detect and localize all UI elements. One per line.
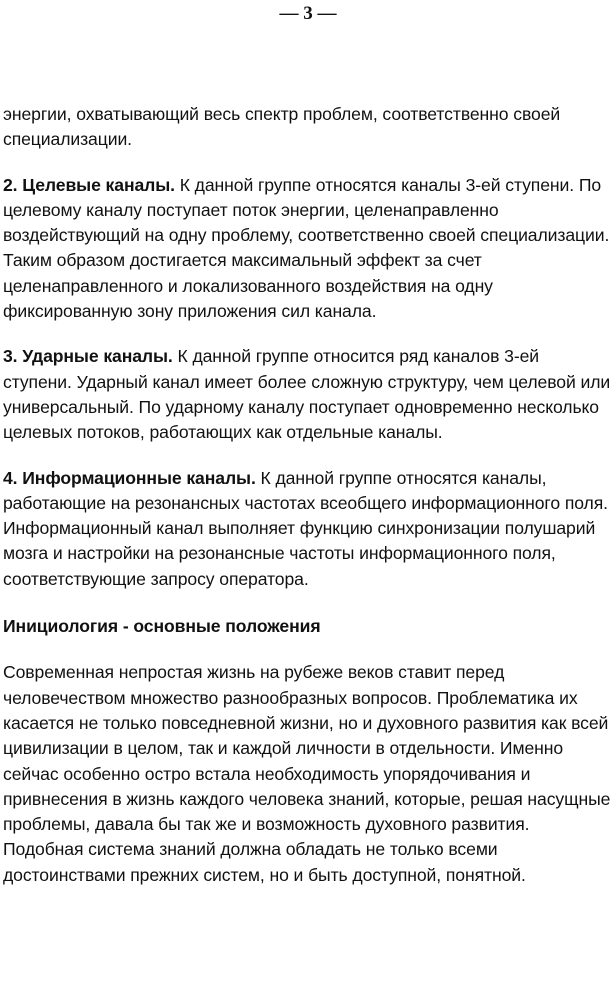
paragraph-strike-channels	[3, 344, 611, 445]
heading-strike-channels: 3. Ударные каналы.	[3, 346, 173, 367]
paragraph-information-channels	[3, 466, 611, 592]
text-information-channels: К данной группе относятся каналы, работающие на резонансных частотах всеобщего информационного поля. Информационный канал выполняет функцию синхронизации полушарий мозга и настройки на резонансные частоты информационного поля, соответствующие запросу оператора.	[3, 467, 608, 589]
text-target-channels: К данной группе относятся каналы 3-ей ступени. По целевому каналу поступает поток энергии, целенаправленно воздействующий на одну проблему, соответственно своей специализации. Таким образом достигается максимальный эффект за счет целенаправленного и локализованного воздействия на одну фиксированную зону приложения сил канала.	[3, 174, 610, 322]
section-heading: Инициология - основные положения	[3, 616, 321, 637]
paragraph-target-channels	[3, 173, 611, 325]
document-body	[3, 102, 611, 908]
paragraph-intro-continuation: энергии, охватывающий весь спектр проблем, соответственно своей специализации.	[3, 104, 561, 150]
text-strike-channels: К данной группе относится ряд каналов 3-ей ступени. Ударный канал имеет более сложную структуру, чем целевой или универсальный. По ударному каналу поступает одновременно несколько целевых потоков, работающих как отдельные каналы.	[3, 346, 611, 443]
paragraph-section-body: Современная непростая жизнь на рубеже веков ставит перед человечеством множество разнообразных вопросов. Проблематика их касается не только повседневной жизни, но и духовного развития как всей цивилизации в целом, так и каждой личности в отдельности. Именно сейчас особенно остро встала необходимость упорядочивания и привнесения в жизнь каждого человека знаний, которые, решая насущные проблемы, давала бы так же и возможность духовного развития. Подобная система знаний должна обладать не только всеми достоинствами прежних систем, но и быть доступной, понятной.	[3, 662, 611, 885]
heading-information-channels: 4. Информационные каналы.	[3, 467, 256, 488]
heading-target-channels: 2. Целевые каналы.	[3, 174, 175, 195]
page-number: — 3 —	[279, 3, 337, 24]
